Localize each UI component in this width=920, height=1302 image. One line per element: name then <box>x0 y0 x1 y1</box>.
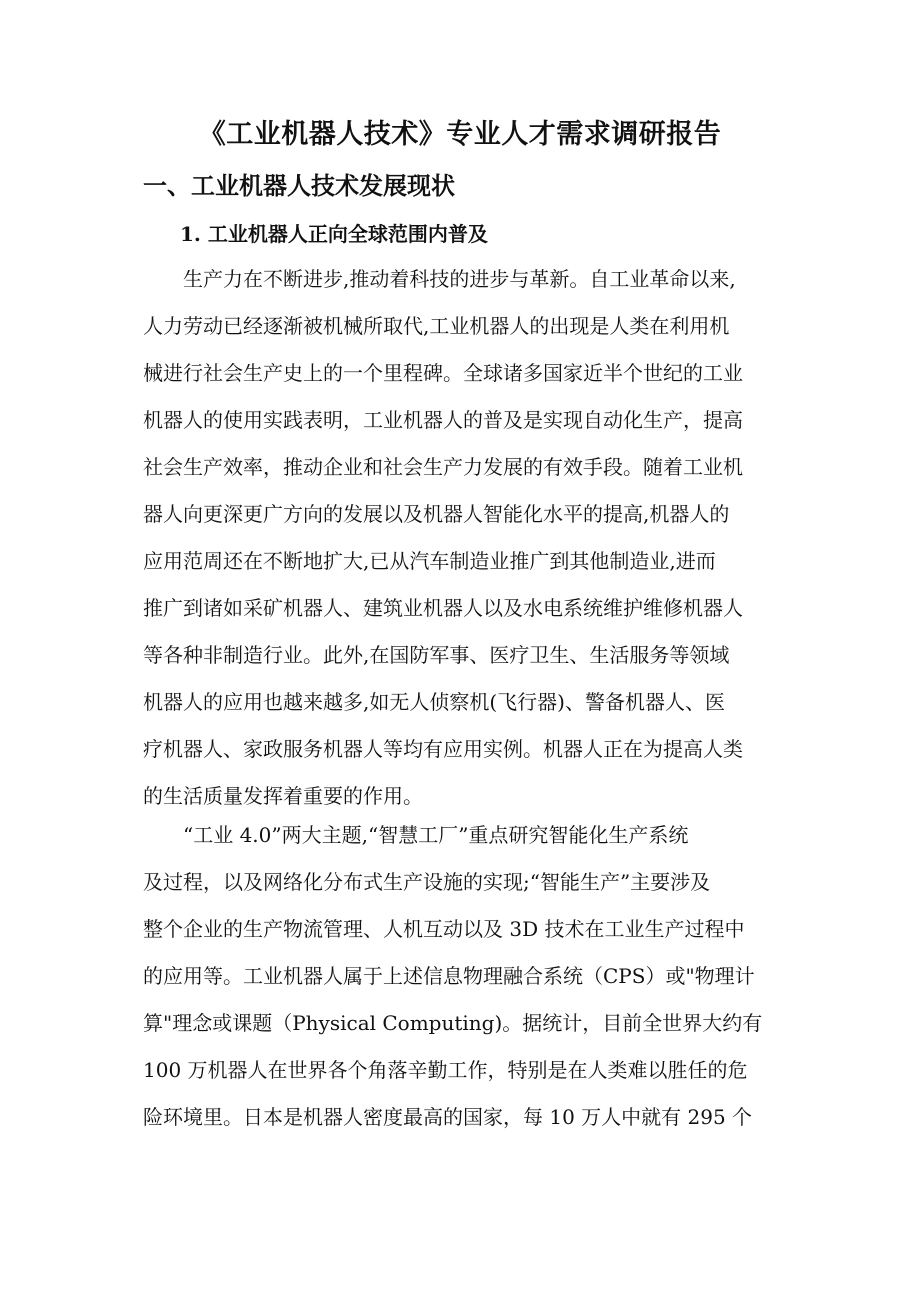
section-heading: 一、工业机器人技术发展现状 <box>143 171 455 200</box>
paragraph-line: 生产力在不断进步,推动着科技的进步与革新。自工业革命以来, <box>143 267 736 291</box>
paragraph-line: 机器人的应用也越来越多,如无人侦察机(飞行器)、警备机器人、医 <box>143 690 725 714</box>
paragraph-line: 械进行社会生产史上的一个里程碑。全球诸多国家近半个世纪的工业 <box>143 361 743 385</box>
paragraph-line: 机器人的使用实践表明，工业机器人的普及是实现自动化生产，提高 <box>143 408 743 432</box>
document-title: 《工业机器人技术》专业人才需求调研报告 <box>198 119 722 150</box>
paragraph-line: 等各种非制造行业。此外,在国防军事、医疗卫生、生活服务等领域 <box>143 643 730 667</box>
paragraph-line: 的生活质量发挥着重要的作用。 <box>143 784 423 808</box>
paragraph-line: 100 万机器人在世界各个角落辛勤工作，特别是在人类难以胜任的危 <box>143 1058 748 1082</box>
paragraph-line: 社会生产效率，推动企业和社会生产力发展的有效手段。随着工业机 <box>143 455 743 479</box>
paragraph-line: 算"理念或课题（Physical Computing)。据统计，目前全世界大约有 <box>143 1011 763 1035</box>
paragraph-line: 器人向更深更广方向的发展以及机器人智能化水平的提高,机器人的 <box>143 502 730 526</box>
paragraph-line: 推广到诸如采矿机器人、建筑业机器人以及水电系统维护维修机器人 <box>143 596 743 620</box>
paragraph-line: 人力劳动已经逐渐被机械所取代,工业机器人的出现是人类在利用机 <box>143 314 730 338</box>
paragraph-line: 及过程，以及网络化分布式生产设施的实现;“智能生产”主要涉及 <box>143 870 711 894</box>
paragraph-line: 整个企业的生产物流管理、人机互动以及 3D 技术在工业生产过程中 <box>143 917 745 941</box>
paragraph-2 <box>143 812 783 1141</box>
paragraph-line: 疗机器人、家政服务机器人等均有应用实例。机器人正在为提高人类 <box>143 737 743 761</box>
paragraph-line: 的应用等。工业机器人属于上述信息物理融合系统（CPS）或"物理计 <box>143 964 755 988</box>
paragraph-line: 险环境里。日本是机器人密度最高的国家，每 10 万人中就有 295 个 <box>143 1105 753 1129</box>
subsection-heading: 1. 工业机器人正向全球范围内普及 <box>180 222 488 246</box>
paragraph-line: 应用范周还在不断地扩大,已从汽车制造业推广到其他制造业,进而 <box>143 549 716 573</box>
paragraph-1 <box>143 256 783 820</box>
paragraph-line: “工业 4.0”两大主题,“智慧工厂”重点研究智能化生产系统 <box>143 823 689 847</box>
